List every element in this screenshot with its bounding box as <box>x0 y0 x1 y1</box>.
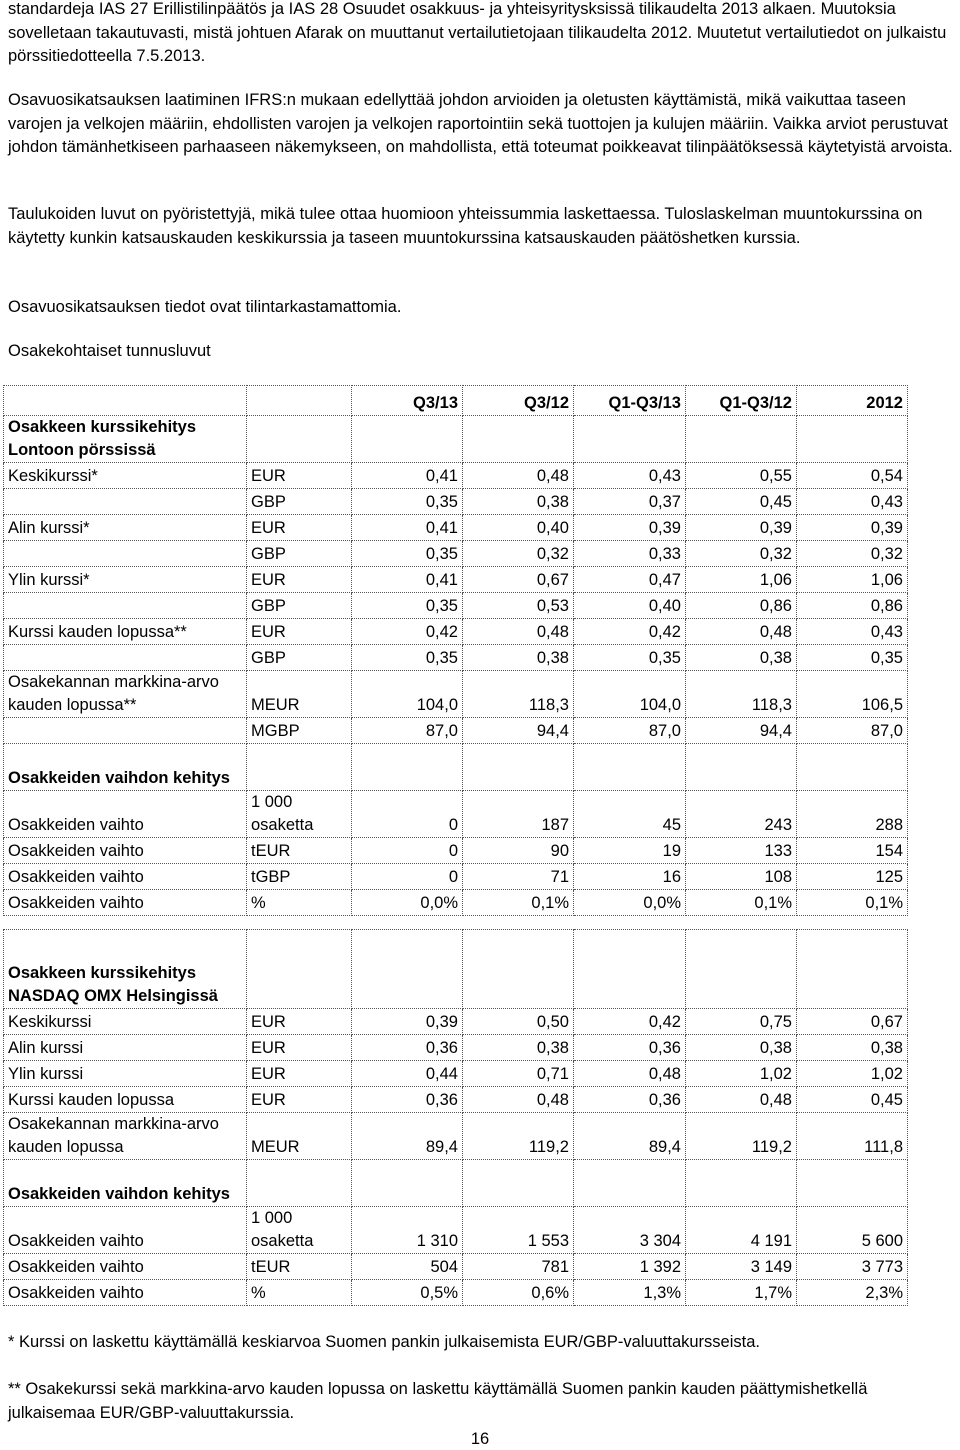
value-cell: 106,5 <box>797 671 908 718</box>
unit-cell <box>247 416 352 463</box>
value-cell: 0,54 <box>797 463 908 489</box>
table-row <box>4 1087 908 1113</box>
footnote-closing-rate: ** Osakekurssi sekä markkina-arvo kauden lopussa on laskettu käyttämällä Suomen pankin kauden päättymishetkellä julkaisemaa EUR/GBP-valuuttakurssia. <box>8 1380 868 1422</box>
table-row <box>4 671 908 718</box>
value-cell: 87,0 <box>797 718 908 744</box>
value-cell: 0,35 <box>574 645 686 671</box>
value-cell: 119,2 <box>463 1113 574 1160</box>
unit-cell: GBP <box>247 645 352 671</box>
value-cell: 119,2 <box>686 1113 797 1160</box>
value-cell: 0,40 <box>463 515 574 541</box>
unit-cell: % <box>247 1280 352 1306</box>
value-cell: 0,1% <box>797 890 908 916</box>
value-cell: 0,38 <box>463 489 574 515</box>
intro-paragraph: standardeja IAS 27 Erillistilinpäätös ja IAS 28 Osuudet osakkuus- ja yhteisyritysksissä tilikaudelta 2013 alkaen. Muutoksia sovelletaan takautuvasti, mistä johtuen Afarak on muuttanut vertailutietojaan tilikaudelta 2012. Muutetut vertailutiedot on julkaistu pörssitiedotteella 7.5.2013. <box>8 0 947 65</box>
value-cell: 87,0 <box>574 718 686 744</box>
value-cell <box>352 1160 463 1207</box>
table-row <box>4 1035 908 1061</box>
value-cell <box>352 930 463 1009</box>
table-row <box>4 416 908 463</box>
value-cell <box>797 930 908 1009</box>
value-cell: 1 392 <box>574 1254 686 1280</box>
value-cell: 0,32 <box>686 541 797 567</box>
table-row <box>4 541 908 567</box>
value-cell: 243 <box>686 791 797 838</box>
value-cell <box>352 416 463 463</box>
unit-cell: MGBP <box>247 718 352 744</box>
table-row <box>4 744 908 791</box>
table-row <box>4 645 908 671</box>
table-row <box>4 1254 908 1280</box>
value-cell: 0 <box>352 864 463 890</box>
value-cell: 0,35 <box>352 645 463 671</box>
table-row <box>4 1207 908 1254</box>
value-cell <box>463 1160 574 1207</box>
unit-cell: EUR <box>247 1035 352 1061</box>
value-cell: 0,43 <box>797 489 908 515</box>
rounding-paragraph <box>8 203 953 250</box>
value-cell: 0,48 <box>463 1087 574 1113</box>
helsinki-share-table-body <box>4 930 908 1306</box>
table-row <box>4 1009 908 1035</box>
unit-cell: 1 000 osaketta <box>247 791 352 838</box>
unit-cell <box>247 1160 352 1207</box>
london-share-table <box>3 385 908 916</box>
value-cell: 0,55 <box>686 463 797 489</box>
column-header: Q3/13 <box>352 386 463 416</box>
value-cell: 1,3% <box>574 1280 686 1306</box>
column-header: Q3/12 <box>463 386 574 416</box>
value-cell: 781 <box>463 1254 574 1280</box>
value-cell: 0,48 <box>686 619 797 645</box>
value-cell: 0,48 <box>463 463 574 489</box>
value-cell: 1,06 <box>797 567 908 593</box>
table-row <box>4 791 908 838</box>
value-cell: 45 <box>574 791 686 838</box>
value-cell <box>686 744 797 791</box>
value-cell: 154 <box>797 838 908 864</box>
value-cell: 288 <box>797 791 908 838</box>
value-cell: 125 <box>797 864 908 890</box>
value-cell: 0,75 <box>686 1009 797 1035</box>
value-cell: 94,4 <box>686 718 797 744</box>
value-cell: 0,36 <box>352 1035 463 1061</box>
row-label: Osakkeiden vaihto <box>4 864 247 890</box>
value-cell <box>686 416 797 463</box>
value-cell: 0,39 <box>797 515 908 541</box>
row-label: Ylin kurssi <box>4 1061 247 1087</box>
header-row <box>4 386 908 416</box>
value-cell: 94,4 <box>463 718 574 744</box>
value-cell: 1,06 <box>686 567 797 593</box>
row-label: Osakkeiden vaihto <box>4 1207 247 1254</box>
value-cell: 111,8 <box>797 1113 908 1160</box>
value-cell: 0,36 <box>352 1087 463 1113</box>
row-label: Osakekannan markkina-arvo kauden lopussa <box>4 1113 247 1160</box>
value-cell: 0,39 <box>574 515 686 541</box>
value-cell: 0,36 <box>574 1035 686 1061</box>
value-cell: 71 <box>463 864 574 890</box>
unit-cell: MEUR <box>247 1113 352 1160</box>
value-cell: 0,33 <box>574 541 686 567</box>
row-label: Osakkeiden vaihto <box>4 1280 247 1306</box>
row-label: Osakkeiden vaihto <box>4 1254 247 1280</box>
value-cell <box>463 744 574 791</box>
value-cell: 108 <box>686 864 797 890</box>
rounding-sentence-2: Tuloslaskelman muuntokurssina on käytetty kunkin katsauskauden keskikurssia ja taseen muuntokurssina katsauskauden päätöshetken kurssia. <box>8 205 923 247</box>
unit-cell <box>247 744 352 791</box>
value-cell <box>463 930 574 1009</box>
unit-cell: GBP <box>247 541 352 567</box>
section-heading: Osakekohtaiset tunnusluvut <box>8 342 211 360</box>
unit-cell: tEUR <box>247 838 352 864</box>
value-cell: 0,71 <box>463 1061 574 1087</box>
value-cell: 0,36 <box>574 1087 686 1113</box>
value-cell: 5 600 <box>797 1207 908 1254</box>
value-cell: 0,35 <box>797 645 908 671</box>
value-cell: 0,53 <box>463 593 574 619</box>
unit-cell: 1 000 osaketta <box>247 1207 352 1254</box>
row-label: Osakkeiden vaihdon kehitys <box>4 1160 247 1207</box>
value-cell: 0,39 <box>352 1009 463 1035</box>
table-row <box>4 1160 908 1207</box>
value-cell: 0,5% <box>352 1280 463 1306</box>
table-row <box>4 489 908 515</box>
unit-cell: % <box>247 890 352 916</box>
value-cell: 0,0% <box>352 890 463 916</box>
value-cell: 4 191 <box>686 1207 797 1254</box>
value-cell <box>574 1160 686 1207</box>
value-cell: 0,37 <box>574 489 686 515</box>
value-cell <box>797 744 908 791</box>
value-cell: 0,1% <box>463 890 574 916</box>
column-header <box>4 386 247 416</box>
value-cell: 187 <box>463 791 574 838</box>
value-cell: 1,02 <box>686 1061 797 1087</box>
table-row <box>4 838 908 864</box>
unit-cell: tGBP <box>247 864 352 890</box>
table-row <box>4 567 908 593</box>
value-cell: 19 <box>574 838 686 864</box>
value-cell: 3 149 <box>686 1254 797 1280</box>
row-label <box>4 593 247 619</box>
value-cell <box>797 1160 908 1207</box>
value-cell: 0,42 <box>352 619 463 645</box>
value-cell: 0 <box>352 791 463 838</box>
row-label: Alin kurssi* <box>4 515 247 541</box>
value-cell: 90 <box>463 838 574 864</box>
value-cell: 0,45 <box>686 489 797 515</box>
row-label <box>4 489 247 515</box>
value-cell: 0,45 <box>797 1087 908 1113</box>
page-number: 16 <box>470 1430 490 1448</box>
value-cell: 0,38 <box>686 645 797 671</box>
value-cell: 0,38 <box>797 1035 908 1061</box>
estimates-paragraph <box>8 89 953 160</box>
value-cell: 0,1% <box>686 890 797 916</box>
estimates-sentence-2: Vaikka arviot perustuvat johdon tämänhetkiseen parhaaseen näkemykseen, on mahdollista, että toteumat poikkeavat tilinpäätöksessä käytetyistä arvoista. <box>8 114 953 156</box>
value-cell: 0,43 <box>574 463 686 489</box>
column-header: Q1-Q3/12 <box>686 386 797 416</box>
table-row <box>4 515 908 541</box>
table-row <box>4 718 908 744</box>
row-label: Ylin kurssi* <box>4 567 247 593</box>
value-cell: 0,47 <box>574 567 686 593</box>
value-cell <box>686 1160 797 1207</box>
row-label <box>4 645 247 671</box>
unit-cell: EUR <box>247 1087 352 1113</box>
value-cell: 0,41 <box>352 463 463 489</box>
row-label: Keskikurssi* <box>4 463 247 489</box>
table-row <box>4 890 908 916</box>
value-cell: 0,42 <box>574 619 686 645</box>
unit-cell: EUR <box>247 619 352 645</box>
unaudited-note: Osavuosikatsauksen tiedot ovat tilintarkastamattomia. <box>8 298 402 316</box>
table-row <box>4 619 908 645</box>
row-label: Osakkeen kurssikehitys NASDAQ OMX Helsingissä <box>4 930 247 1009</box>
unit-cell: EUR <box>247 1061 352 1087</box>
value-cell: 0,38 <box>463 1035 574 1061</box>
value-cell: 0,67 <box>463 567 574 593</box>
table-row <box>4 1113 908 1160</box>
unit-cell: tEUR <box>247 1254 352 1280</box>
row-label: Keskikurssi <box>4 1009 247 1035</box>
column-header: 2012 <box>797 386 908 416</box>
table-row <box>4 930 908 1009</box>
value-cell <box>574 416 686 463</box>
rounding-sentence-1: Taulukoiden luvut on pyöristettyjä, mikä tulee ottaa huomioon yhteissummia laskettaessa. <box>8 205 661 223</box>
value-cell: 0,35 <box>352 489 463 515</box>
unit-cell: GBP <box>247 593 352 619</box>
value-cell <box>463 416 574 463</box>
footnote-average-rate: * Kurssi on laskettu käyttämällä keskiarvoa Suomen pankin julkaisemista EUR/GBP-valuuttakursseista. <box>8 1333 760 1351</box>
value-cell: 0,48 <box>686 1087 797 1113</box>
value-cell: 3 304 <box>574 1207 686 1254</box>
value-cell: 89,4 <box>574 1113 686 1160</box>
value-cell: 118,3 <box>686 671 797 718</box>
value-cell: 0,48 <box>574 1061 686 1087</box>
table-row <box>4 1280 908 1306</box>
unit-cell: GBP <box>247 489 352 515</box>
value-cell: 0,50 <box>463 1009 574 1035</box>
row-label: Osakkeiden vaihto <box>4 838 247 864</box>
estimates-sentence-1: Osavuosikatsauksen laatiminen IFRS:n mukaan edellyttää johdon arvioiden ja oletusten käyttämistä, mikä vaikuttaa taseen varojen ja velkojen määriin, ehdollisten varojen ja velkojen raportointiin sekä tuottojen ja kulujen määriin. <box>8 91 906 133</box>
value-cell: 16 <box>574 864 686 890</box>
value-cell: 0,35 <box>352 541 463 567</box>
column-header <box>247 386 352 416</box>
value-cell <box>574 744 686 791</box>
value-cell <box>352 744 463 791</box>
value-cell: 504 <box>352 1254 463 1280</box>
value-cell: 87,0 <box>352 718 463 744</box>
value-cell: 0,67 <box>797 1009 908 1035</box>
value-cell: 118,3 <box>463 671 574 718</box>
value-cell: 0,38 <box>463 645 574 671</box>
value-cell: 0,48 <box>463 619 574 645</box>
value-cell: 1,7% <box>686 1280 797 1306</box>
value-cell: 0,41 <box>352 515 463 541</box>
value-cell: 0,44 <box>352 1061 463 1087</box>
row-label: Osakekannan markkina-arvo kauden lopussa** <box>4 671 247 718</box>
table-row <box>4 593 908 619</box>
value-cell: 0,86 <box>686 593 797 619</box>
value-cell <box>686 930 797 1009</box>
value-cell: 0,41 <box>352 567 463 593</box>
row-label: Osakkeen kurssikehitys Lontoon pörssissä <box>4 416 247 463</box>
value-cell <box>574 930 686 1009</box>
value-cell: 89,4 <box>352 1113 463 1160</box>
value-cell: 0,32 <box>797 541 908 567</box>
value-cell: 0,6% <box>463 1280 574 1306</box>
row-label <box>4 541 247 567</box>
value-cell: 0,39 <box>686 515 797 541</box>
value-cell: 0,38 <box>686 1035 797 1061</box>
unit-cell: MEUR <box>247 671 352 718</box>
table-row <box>4 1061 908 1087</box>
row-label <box>4 718 247 744</box>
column-header: Q1-Q3/13 <box>574 386 686 416</box>
table-row <box>4 463 908 489</box>
value-cell: 104,0 <box>574 671 686 718</box>
table-row <box>4 864 908 890</box>
value-cell: 1 310 <box>352 1207 463 1254</box>
unit-cell <box>247 930 352 1009</box>
value-cell: 1 553 <box>463 1207 574 1254</box>
value-cell: 2,3% <box>797 1280 908 1306</box>
london-share-table-body <box>4 386 908 916</box>
unit-cell: EUR <box>247 463 352 489</box>
value-cell: 0,43 <box>797 619 908 645</box>
row-label: Osakkeiden vaihto <box>4 791 247 838</box>
row-label: Kurssi kauden lopussa** <box>4 619 247 645</box>
value-cell: 0,35 <box>352 593 463 619</box>
unit-cell: EUR <box>247 567 352 593</box>
value-cell: 0,86 <box>797 593 908 619</box>
unit-cell: EUR <box>247 1009 352 1035</box>
value-cell: 0 <box>352 838 463 864</box>
value-cell: 133 <box>686 838 797 864</box>
row-label: Kurssi kauden lopussa <box>4 1087 247 1113</box>
value-cell: 3 773 <box>797 1254 908 1280</box>
value-cell: 0,0% <box>574 890 686 916</box>
row-label: Osakkeiden vaihto <box>4 890 247 916</box>
row-label: Osakkeiden vaihdon kehitys <box>4 744 247 791</box>
row-label: Alin kurssi <box>4 1035 247 1061</box>
value-cell: 1,02 <box>797 1061 908 1087</box>
value-cell: 0,40 <box>574 593 686 619</box>
value-cell <box>797 416 908 463</box>
value-cell: 0,42 <box>574 1009 686 1035</box>
value-cell: 104,0 <box>352 671 463 718</box>
value-cell: 0,32 <box>463 541 574 567</box>
helsinki-share-table <box>3 929 908 1306</box>
unit-cell: EUR <box>247 515 352 541</box>
